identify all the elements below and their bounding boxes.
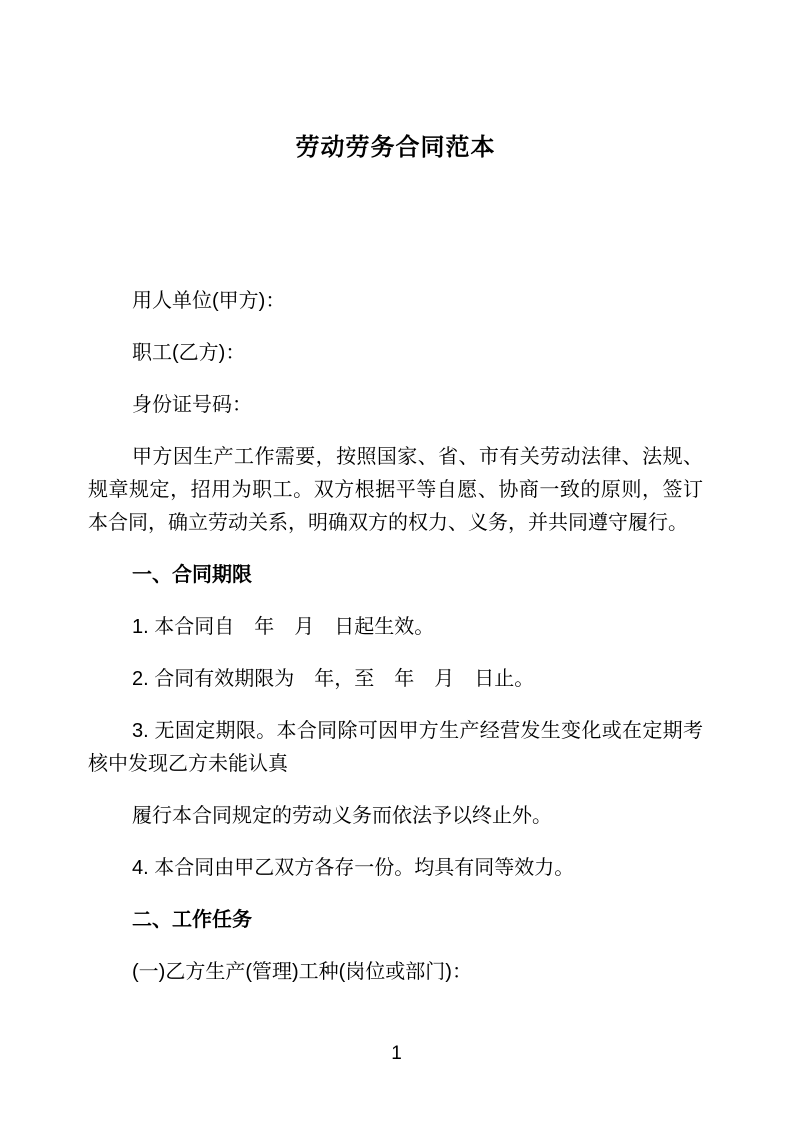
party-a-field: 用人单位(甲方)： [132, 290, 286, 312]
section-1-heading: 一、合同期限 [132, 564, 252, 586]
id-number-field: 身份证号码： [132, 394, 252, 416]
clause-1-effective-date: 1. 本合同自 年 月 日起生效。 [132, 616, 435, 638]
party-b-field: 职工(乙方)： [132, 342, 246, 364]
section-2-heading: 二、工作任务 [132, 909, 252, 931]
document-title: 劳动劳务合同范本 [295, 134, 496, 161]
clause-2-1-job-position: (一)乙方生产(管理)工种(岗位或部门)： [132, 961, 472, 983]
page-number: 1 [391, 1043, 402, 1064]
preamble-paragraph: 甲方因生产工作需要，按照国家、省、市有关劳动法律、法规、规章规定，招用为职工。双方根据平等自愿、协商一致的原则，签订本合同，确立劳动关系，明确双方的权力、义务，并共同遵守履行。 [88, 446, 703, 534]
clause-2-validity-period: 2. 合同有效期限为 年，至 年 月 日止。 [132, 668, 535, 690]
clause-3-open-term: 3. 无固定期限。本合同除可因甲方生产经营发生变化或在定期考核中发现乙方未能认真 [88, 720, 703, 775]
document-content [88, 0, 703, 989]
clause-4-copies: 4. 本合同由甲乙双方各存一份。均具有同等效力。 [132, 857, 575, 879]
clause-3-continuation: 履行本合同规定的劳动义务而依法予以终止外。 [132, 805, 552, 827]
